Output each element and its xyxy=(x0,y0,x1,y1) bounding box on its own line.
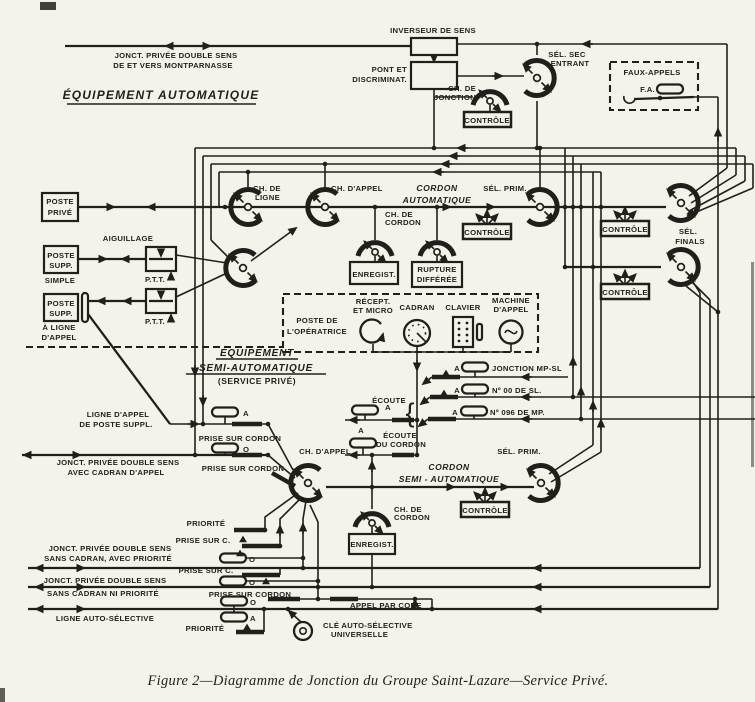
heading-equipement-automatique: ÉQUIPEMENT AUTOMATIQUE xyxy=(62,88,260,102)
jack-no-096 xyxy=(461,407,487,416)
jack-ecoute-cordon xyxy=(350,439,376,448)
label-clavier: CLAVIER xyxy=(445,303,481,312)
label-ch-cordon-semi-1: CH. DE xyxy=(394,505,422,514)
label-cle-1: CLÉ AUTO-SÉLECTIVE xyxy=(323,621,413,630)
label-cle-2: UNIVERSELLE xyxy=(331,630,389,639)
label-controle-right-1: CONTRÔLE xyxy=(602,225,648,234)
label-cordon-semi-2: SEMI - AUTOMATIQUE xyxy=(398,474,500,484)
label-no-096: Nº 096 DE MP. xyxy=(490,408,545,417)
label-a-ligne-1: À LIGNE xyxy=(42,323,76,332)
aiguillage-selector xyxy=(226,251,257,286)
clavier-bar xyxy=(477,324,482,340)
label-ch-jonction-1: CH. DE xyxy=(448,84,476,93)
label-a-ligne-appel: A xyxy=(243,409,249,418)
label-sel-finals-2: FINALS xyxy=(675,237,705,246)
label-ch-cordon-2: CORDON xyxy=(385,218,421,227)
jack-ecoute xyxy=(352,406,378,415)
label-o-1: O xyxy=(243,445,250,454)
label-poste-prive-2: PRIVÉ xyxy=(47,208,73,217)
label-operatrice-1: POSTE DE xyxy=(296,316,338,325)
jack-ligne-auto xyxy=(221,613,247,622)
label-ch-ligne-1: CH. DE xyxy=(253,184,281,193)
label-cadran: CADRAN xyxy=(399,303,435,312)
label-controle-top: CONTRÔLE xyxy=(464,116,510,125)
label-ch-appel-semi: CH. D'APPEL xyxy=(299,447,351,456)
label-a-row1: A xyxy=(454,364,460,373)
label-ch-cordon-semi-2: CORDON xyxy=(394,513,430,522)
chercheur-appel-semi xyxy=(291,466,322,501)
label-machine-1: MACHINE xyxy=(492,296,530,305)
label-jonct-prio-2: SANS CADRAN, AVEC PRIORITÉ xyxy=(44,554,172,563)
label-priorite-1: PRIORITÉ xyxy=(186,519,226,528)
label-a-ecoute-cordon: A xyxy=(358,426,364,435)
label-sel-sec-2: ENTRANT xyxy=(550,59,590,68)
label-appel-code: APPEL PAR CODE xyxy=(350,601,422,610)
heading-equipement-semi-1: ÉQUIPEMENT xyxy=(219,348,295,359)
label-sel-finals-1: SÉL. xyxy=(678,227,698,236)
label-o-2: O xyxy=(249,555,256,564)
label-ptt-1: P.T.T. xyxy=(144,275,166,284)
label-prise-cordon-3: PRISE SUR CORDON xyxy=(208,590,292,599)
label-a-row3: A xyxy=(452,408,458,417)
heading-service-prive: (SERVICE PRIVÉ) xyxy=(217,376,297,386)
label-poste-supp2-1: POSTE xyxy=(47,299,75,308)
label-machine-2: D'APPEL xyxy=(493,305,529,314)
label-cordon-auto-1: CORDON xyxy=(416,183,458,193)
controle-arrows-right-2 xyxy=(615,271,636,285)
label-ecoute-cordon-1: ÉCOUTE xyxy=(383,431,417,440)
label-enregist-semi: ENREGIST. xyxy=(350,540,394,549)
jack-prise-cordon-1 xyxy=(212,444,238,453)
label-jonct-sans-1: JONCT. PRIVÉE DOUBLE SENS xyxy=(43,576,167,585)
label-rupture-2: DIFFÉRÉE xyxy=(416,275,458,284)
label-poste-supp1-2: SUPP. xyxy=(49,261,73,270)
label-jonct-cadran-1: JONCT. PRIVÉE DOUBLE SENS xyxy=(56,458,180,467)
label-no-00: Nº 00 DE SL. xyxy=(492,386,542,395)
label-poste-supp1-1: POSTE xyxy=(47,251,75,260)
labels xyxy=(41,26,704,689)
label-ecoute-cordon-2: DU CORDON xyxy=(375,440,427,449)
label-controle-semi: CONTRÔLE xyxy=(462,506,508,515)
label-ligne-appel-2: DE POSTE SUPPL. xyxy=(79,420,153,429)
label-sel-sec-1: SÉL. SEC xyxy=(548,50,586,59)
label-controle-right-2: CONTRÔLE xyxy=(602,288,648,297)
label-a-ecoute: A xyxy=(385,403,391,412)
wiring-top xyxy=(62,44,727,609)
controle-arrows-semi xyxy=(475,489,496,503)
label-inverseur: INVERSEUR DE SENS xyxy=(390,26,476,35)
label-jonct-montparnasse-1: JONCT. PRIVÉE DOUBLE SENS xyxy=(114,51,238,60)
label-aiguillage: AIGUILLAGE xyxy=(102,234,154,243)
label-recept-1: RÉCEPT. xyxy=(355,297,391,306)
label-ptt-2: P.T.T. xyxy=(144,317,166,326)
controle-arrows-mid xyxy=(477,211,498,225)
controle-arrows-right-1 xyxy=(615,208,636,222)
faux-appels-jack xyxy=(657,85,683,94)
clavier-icon xyxy=(453,317,473,347)
label-ch-ligne-2: LIGNE xyxy=(255,193,280,202)
jack-prise-c-2 xyxy=(220,577,246,586)
cle-auto-selective-icon xyxy=(294,622,312,640)
jack-ligne-appel xyxy=(212,408,238,417)
label-o-4: O xyxy=(250,598,257,607)
selecteur-final-2 xyxy=(668,250,699,285)
label-o-3: O xyxy=(249,578,256,587)
label-poste-prive-1: POSTE xyxy=(46,197,74,206)
label-poste-supp2-2: SUPP. xyxy=(49,309,73,318)
label-cordon-auto-2: AUTOMATIQUE xyxy=(402,195,472,205)
label-pont-1: PONT ET xyxy=(371,65,407,74)
label-jonct-sans-2: SANS CADRAN NI PRIORITÉ xyxy=(47,589,159,598)
label-sel-prim-semi: SÉL. PRIM. xyxy=(497,447,541,456)
jack-jonction-mp-sl xyxy=(462,363,488,372)
label-jonct-cadran-2: AVEC CADRAN D'APPEL xyxy=(67,468,165,477)
label-ch-appel-auto: CH. D'APPEL xyxy=(331,184,383,193)
ligne-appel-jack xyxy=(82,293,88,322)
figure-caption: Figure 2—Diagramme de Jonction du Groupe Saint-Lazare—Service Privé. xyxy=(147,673,609,689)
label-jonction-mp-sl: JONCTION MP-SL xyxy=(492,364,562,373)
label-ligne-auto: LIGNE AUTO-SÉLECTIVE xyxy=(55,614,155,623)
label-fa: F.A. xyxy=(640,85,655,94)
recepteur-micro-icon xyxy=(360,320,383,343)
label-prise-c-1: PRISE SUR C. xyxy=(175,536,231,545)
label-simple: SIMPLE xyxy=(44,276,76,285)
label-pont-2: DISCRIMINAT. xyxy=(352,75,407,84)
heading-equipement-semi-2: SEMI-AUTOMATIQUE xyxy=(198,363,314,374)
label-ch-jonction-2: JONCTION xyxy=(433,93,476,102)
label-ch-cordon-1: CH. DE xyxy=(385,210,413,219)
label-jonct-montparnasse-2: DE ET VERS MONTPARNASSE xyxy=(113,61,233,70)
label-rupture-1: RUPTURE xyxy=(417,265,457,274)
inverseur-box xyxy=(411,38,457,55)
label-prise-c-2: PRISE SUR C. xyxy=(178,566,234,575)
label-recept-2: ET MICRO xyxy=(353,306,393,315)
label-operatrice-2: L'OPÉRATRICE xyxy=(287,327,347,336)
label-ligne-appel-1: LIGNE D'APPEL xyxy=(86,410,150,419)
ecoute-brace: { xyxy=(405,398,415,428)
label-prise-cordon-1: PRISE SUR CORDON xyxy=(198,434,282,443)
label-a-row2: A xyxy=(454,386,460,395)
selecteur-primaire-semi xyxy=(528,466,559,501)
label-ecoute: ÉCOUTE xyxy=(372,396,406,405)
label-faux-appels: FAUX-APPELS xyxy=(623,68,681,77)
selecteur-final-1 xyxy=(668,186,699,221)
label-prise-cordon-2: PRISE SUR CORDON xyxy=(201,464,285,473)
label-sel-prim-auto: SÉL. PRIM. xyxy=(483,184,527,193)
label-cordon-semi-1: CORDON xyxy=(428,462,470,472)
label-priorite-2: PRIORITÉ xyxy=(185,624,225,633)
label-enregist-auto: ENREGIST. xyxy=(352,270,396,279)
label-a-auto: A xyxy=(250,614,256,623)
junction-dots xyxy=(165,42,721,612)
label-controle-mid: CONTRÔLE xyxy=(464,228,510,237)
label-jonct-prio-1: JONCT. PRIVÉE DOUBLE SENS xyxy=(48,544,172,553)
jack-no-00 xyxy=(462,385,488,394)
label-a-ligne-2: D'APPEL xyxy=(41,333,77,342)
